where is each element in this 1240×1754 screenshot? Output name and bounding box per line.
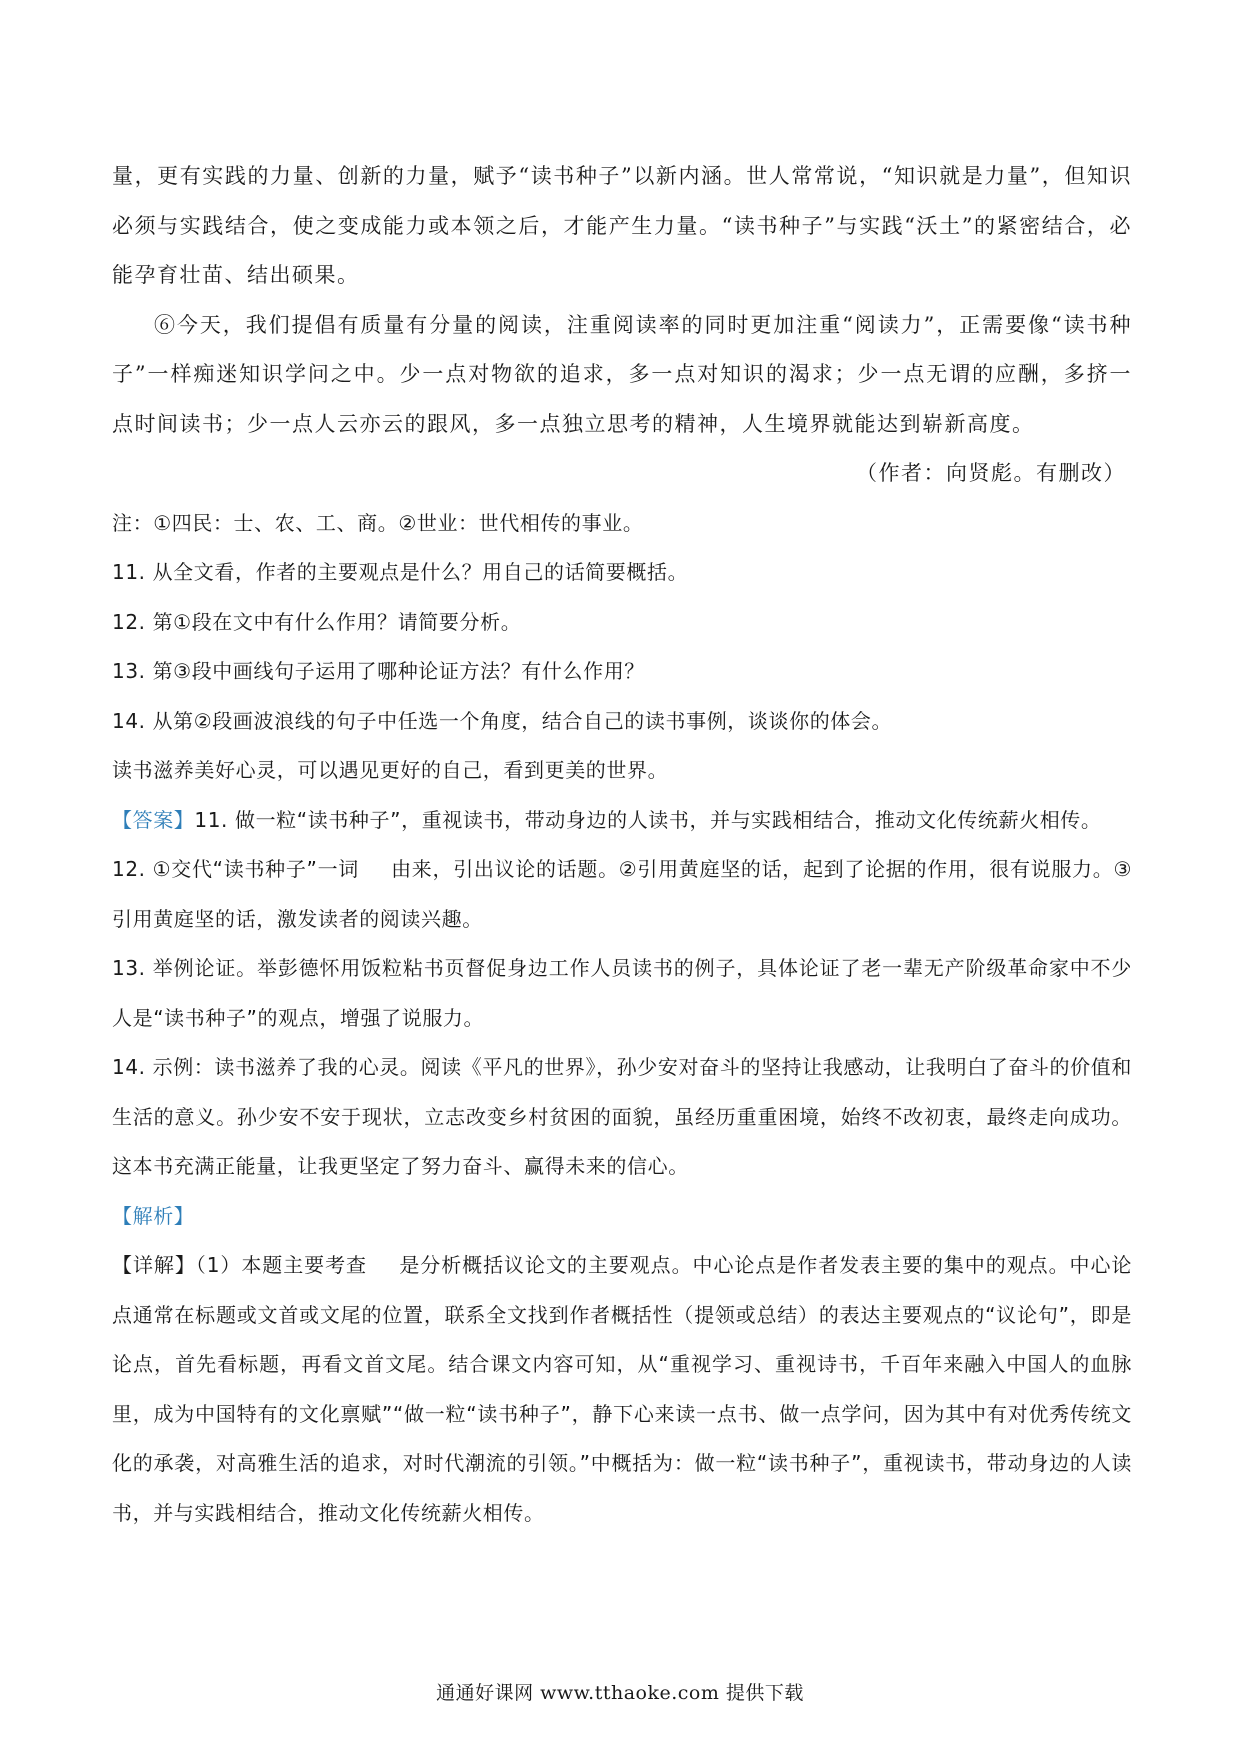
answer-13: 13. 举例论证。举彭德怀用饭粒粘书页督促身边工作人员读书的例子，具体论证了老一辈无产阶级革命家中不少人是“读书种子”的观点，增强了说服力。 (112, 956, 1132, 1030)
answer-11 (112, 796, 1132, 846)
answer-12 (112, 845, 1132, 944)
answer-14: 14. 示例：读书滋养了我的心灵。阅读《平凡的世界》，孙少安对奋斗的坚持让我感动，让我明白了奋斗的价值和生活的意义。孙少安不安于现状，立志改变乡村贫困的面貌，虽经历重重困境，始终不改初衷，最终走向成功。这本书充满正能量，让我更坚定了努力奋斗、赢得未来的信心。 (112, 1055, 1132, 1178)
analysis-heading (112, 1192, 1132, 1242)
detail-tag: 【详解】 (112, 1253, 196, 1277)
question-13: 13. 第③段中画线句子运用了哪种论证方法？有什么作用？ (112, 659, 645, 683)
answer-tag: 【答案】 (112, 807, 195, 832)
author-attribution: （作者：向贤彪。有删改） (856, 461, 1126, 485)
document-page (112, 152, 1132, 1538)
answer-12-part1: 12. ①交代“读书种子”一词 (112, 857, 359, 881)
passage-paragraph-5-continued: 量，更有实践的力量、创新的力量，赋予“读书种子”以新内涵。世人常常说，“知识就是力量”，但知识必须与实践结合，使之变成能力或本领之后，才能产生力量。“读书种子”与实践“沃土”的紧密结合，必能孕育壮苗、结出硕果。 (112, 164, 1132, 287)
questions-and-answers (112, 499, 1132, 1539)
detail-part2: 是分析概括议论文的主要观点。中心论点是作者发表主要的集中的观点。中心论点通常在标题或文首或文尾的位置，联系全文找到作者概括性（提领或总结）的表达主要观点的“议论句”，即是论点，首先看标题，再看文首文尾。结合课文内容可知，从“重视学习、重视诗书，千百年来融入中国人的血脉里，成为中国特有的文化禀赋”“做一粒“读书种子”，静下心来读一点书、做一点学问，因为其中有对优秀传统文化的承袭，对高雅生活的追求，对时代潮流的引领。”中概括为：做一粒“读书种子”，重视读书，带动身边的人读书，并与实践相结合，推动文化传统薪火相传。 (112, 1253, 1133, 1525)
analysis-detail (112, 1241, 1132, 1538)
quote-line: 读书滋养美好心灵，可以遇见更好的自己，看到更美的世界。 (112, 758, 669, 782)
answer-12-part2: 由来，引出议论的话题。②引用黄庭坚的话，起到了论据的作用，很有说服力。③引用黄庭坚的话，激发读者的阅读兴趣。 (112, 857, 1132, 931)
answer-11-text: 11. 做一粒“读书种子”，重视读书，带动身边的人读书，并与实践相结合，推动文化传统薪火相传。 (194, 807, 1102, 832)
passage (112, 152, 1132, 499)
page-footer: 通通好课网 www.tthaoke.com 提供下载 (436, 1682, 804, 1704)
question-12: 12. 第①段在文中有什么作用？请简要分析。 (112, 609, 522, 634)
question-11: 11. 从全文看，作者的主要观点是什么？用自己的话简要概括。 (112, 560, 689, 584)
notes: 注：①四民：士、农、工、商。②世业：世代相传的事业。 (112, 510, 644, 535)
analysis-tag: 【解析】 (112, 1203, 195, 1228)
detail-part1: （1）本题主要考查 (195, 1253, 367, 1277)
passage-paragraph-6: ⑥今天，我们提倡有质量有分量的阅读，注重阅读率的同时更加注重“阅读力”，正需要像“读书种子”一样痴迷知识学问之中。少一点对物欲的追求，多一点对知识的渴求；少一点无谓的应酬，多挤一点时间读书；少一点人云亦云的跟风，多一点独立思考的精神，人生境界就能达到崭新高度。 (112, 312, 1132, 436)
question-14: 14. 从第②段画波浪线的句子中任选一个角度，结合自己的读书事例，谈谈你的体会。 (112, 708, 893, 733)
